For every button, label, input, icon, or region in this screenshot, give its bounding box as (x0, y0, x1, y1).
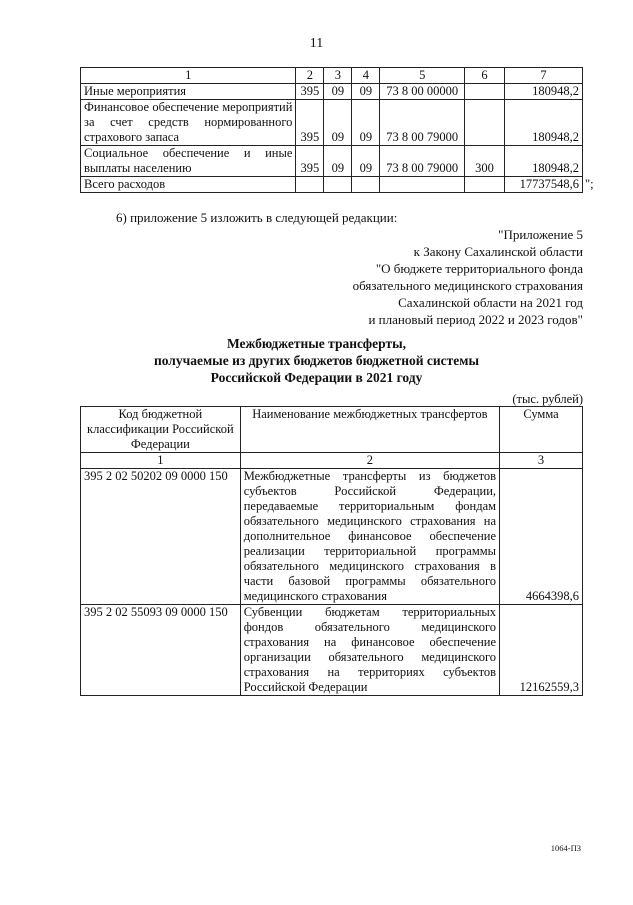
annex-line: к Закону Сахалинской области (413, 244, 583, 259)
row-code: 395 2 02 50202 09 0000 150 (81, 469, 241, 605)
row-name: Иные мероприятия (81, 84, 296, 100)
header-code: Код бюджетной классификации Российской Федерации (81, 407, 241, 453)
row-name: Субвенции бюджетам территориальных фондов обязательного медицинского страхования на финансовое обеспечение организации обязательного медицинского страхования на территориях субъектов Российской Федерации (240, 605, 499, 696)
header-amount: Сумма (500, 407, 583, 453)
document-title (0, 335, 633, 386)
row-c7: 180948,2 (505, 100, 583, 146)
row-name: Социальное обеспечение и иные выплаты населению (81, 146, 296, 177)
row-c6: 300 (465, 146, 505, 177)
row-c2: 395 (296, 146, 324, 177)
row-c2: 395 (296, 100, 324, 146)
column-number-row (81, 453, 583, 469)
table-row (81, 146, 583, 177)
annex-line: и плановый период 2022 и 2023 годов" (368, 312, 583, 327)
table-row (81, 100, 583, 146)
annex-line: "О бюджете территориального фонда (375, 261, 583, 276)
header-cell: 6 (465, 68, 505, 84)
closing-quote: "; (585, 177, 594, 191)
units-label: (тыс. рублей) (512, 392, 583, 406)
row-code: 395 2 02 55093 09 0000 150 (81, 605, 241, 696)
table-header-row (81, 407, 583, 453)
header-cell: 1 (81, 68, 296, 84)
row-c3: 09 (324, 84, 352, 100)
table-row (81, 605, 583, 696)
row-c4 (352, 177, 380, 193)
row-amount: 4664398,6 (500, 469, 583, 605)
title-line: Российской Федерации в 2021 году (210, 370, 423, 385)
header-cell: 5 (380, 68, 465, 84)
row-c4: 09 (352, 84, 380, 100)
footer-code: 1064-ПЗ (550, 843, 581, 853)
row-name: Всего расходов (81, 177, 296, 193)
row-c3: 09 (324, 146, 352, 177)
row-c5: 73 8 00 79000 (380, 100, 465, 146)
annex-line: Сахалинской области на 2021 год (398, 295, 583, 310)
row-c2: 395 (296, 84, 324, 100)
header-cell: 2 (296, 68, 324, 84)
header-cell: 7 (505, 68, 583, 84)
row-name: Межбюджетные трансферты из бюджетов субъектов Российской Федерации, передаваемые территориальным фондам обязательного медицинского страхования на дополнительное финансовое обеспечение реализации территориальной программы обязательного медицинского страхования в части базовой программы обязательного медицинского страхования (240, 469, 499, 605)
annex-line: "Приложение 5 (498, 227, 583, 242)
row-c3: 09 (324, 100, 352, 146)
expenses-table (80, 67, 583, 193)
column-number: 3 (500, 453, 583, 469)
row-c6 (465, 84, 505, 100)
table-row (81, 469, 583, 605)
row-c3 (324, 177, 352, 193)
row-c6 (465, 177, 505, 193)
row-c5: 73 8 00 00000 (380, 84, 465, 100)
row-c5 (380, 177, 465, 193)
table-row (81, 84, 583, 100)
transfers-table (80, 406, 583, 696)
row-c4: 09 (352, 146, 380, 177)
title-line: Межбюджетные трансферты, (226, 336, 407, 351)
page-number: 11 (309, 36, 324, 51)
title-line: получаемые из других бюджетов бюджетной системы (153, 353, 480, 368)
row-name: Финансовое обеспечение мероприятий за счет средств нормированного страхового запаса (81, 100, 296, 146)
instruction-text: 6) приложение 5 изложить в следующей редакции: (116, 210, 398, 225)
row-c5: 73 8 00 79000 (380, 146, 465, 177)
row-c7: 17737548,6 (505, 177, 583, 193)
annex-line: обязательного медицинского страхования (352, 278, 583, 293)
row-c7: 180948,2 (505, 146, 583, 177)
total-row (81, 177, 583, 193)
table-header-row (81, 68, 583, 84)
header-cell: 4 (352, 68, 380, 84)
column-number: 1 (81, 453, 241, 469)
row-c7: 180948,2 (505, 84, 583, 100)
header-cell: 3 (324, 68, 352, 84)
column-number: 2 (240, 453, 499, 469)
row-c4: 09 (352, 100, 380, 146)
row-c6 (465, 100, 505, 146)
header-name: Наименование межбюджетных трансфертов (240, 407, 499, 453)
row-c2 (296, 177, 324, 193)
row-amount: 12162559,3 (500, 605, 583, 696)
annex-header (183, 226, 583, 328)
